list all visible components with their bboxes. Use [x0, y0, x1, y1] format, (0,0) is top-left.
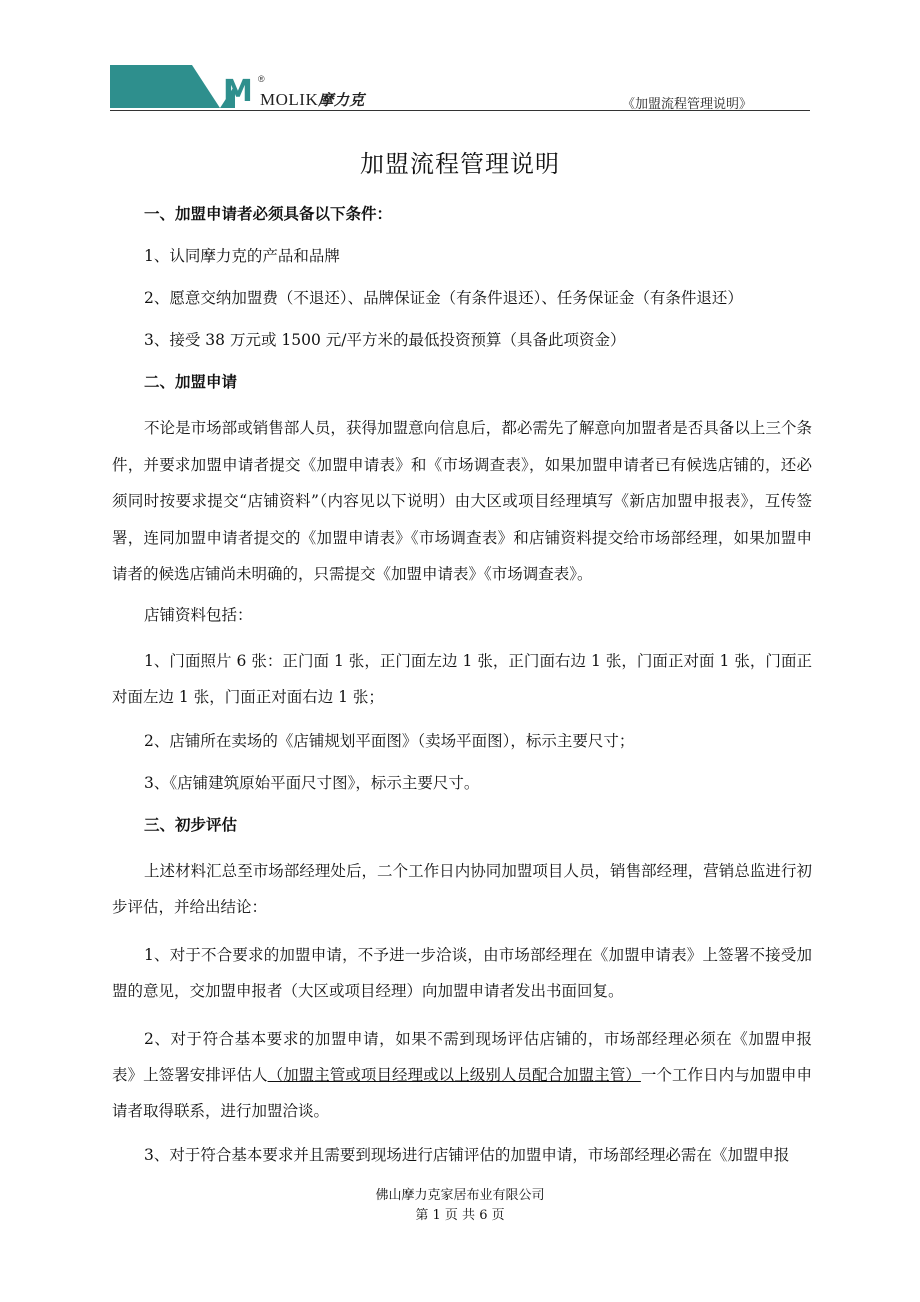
page-number: 第 1 页 共 6 页 [415, 1208, 505, 1223]
sub-label: 店铺资料包括： [144, 605, 253, 624]
list-item: 1、对于不合要求的加盟申请，不予进一步洽谈，由市场部经理在《加盟申请表》上签署不接受加盟的意见，交加盟申报者（大区或项目经理）向加盟申请者发出书面回复。 [112, 945, 812, 1000]
item-text: 2、对于符合基本要求的加盟申请，如果不需到现场评估店铺的，市场部经理必须在《加盟申报表》上签署安排评估人 [112, 1029, 812, 1084]
list-item: 2、愿意交纳加盟费（不退还）、品牌保证金（有条件退还）、任务保证金（有条件退还） [144, 289, 743, 307]
list-item: 2、店铺所在卖场的《店铺规划平面图》（卖场平面图），标示主要尺寸； [144, 731, 635, 750]
list-item: 3、接受 38 万元或 1500 元/平方米的最低投资预算（具备此项资金） [144, 331, 626, 349]
page-header [110, 62, 810, 112]
list-item: 3、《店铺建筑原始平面尺寸图》，标示主要尺寸。 [144, 773, 480, 792]
document-body [112, 200, 812, 1169]
footer-company: 佛山摩力克家居布业有限公司 [375, 1188, 545, 1203]
registered-mark: ® [258, 74, 265, 84]
logo-text-latin: MOLIK [260, 90, 319, 109]
paragraph: 上述材料汇总至市场部经理处后，二个工作日内协同加盟项目人员，销售部经理，营销总监进行初步评估，并给出结论： [112, 861, 812, 916]
header-doc-ref: 《加盟流程管理说明》 [621, 97, 752, 112]
section-heading-3: 三、初步评估 [144, 814, 238, 834]
logo-text-cn: 摩力克 [318, 91, 365, 109]
list-item: 1、认同摩力克的产品和品牌 [144, 247, 340, 265]
paragraph: 不论是市场部或销售部人员，获得加盟意向信息后，都必需先了解意向加盟者是否具备以上三个条件，并要求加盟申请者提交《加盟申请表》和《市场调查表》，如果加盟申请者已有候选店铺的，还必须同时按要求提交“店铺资料”（内容见以下说明）由大区或项目经理填写《新店加盟申报表》，互传签署，连同加盟申请者提交的《加盟申请表》《市场调查表》和店铺资料提交给市场部经理，如果加盟申请者的候选店铺尚未明确的，只需提交《加盟申请表》《市场调查表》。 [112, 419, 812, 583]
section-heading-1: 一、加盟申请者必须具备以下条件： [144, 204, 393, 223]
document-title: 加盟流程管理说明 [360, 150, 560, 178]
header-rule [110, 110, 810, 111]
list-item: 3、对于符合基本要求并且需要到现场进行店铺评估的加盟申请，市场部经理必需在《加盟申报 [144, 1145, 790, 1164]
list-item [112, 1021, 812, 1129]
page-footer [0, 1186, 920, 1226]
section-heading-2: 二、加盟申请 [144, 372, 238, 391]
item-text: 一个工作日内与加盟申申请者取得联系，进行加盟洽谈。 [112, 1065, 812, 1120]
logo-mark-icon: M [223, 74, 250, 109]
underlined-text: （加盟主管或项目经理或以上级别人员配合加盟主管） [267, 1065, 641, 1084]
logo-text [260, 89, 365, 110]
list-item: 1、门面照片 6 张：正门面 1 张，正门面左边 1 张，正门面右边 1 张，门面正对面 1 张，门面正对面左边 1 张，门面正对面右边 1 张； [112, 651, 812, 706]
